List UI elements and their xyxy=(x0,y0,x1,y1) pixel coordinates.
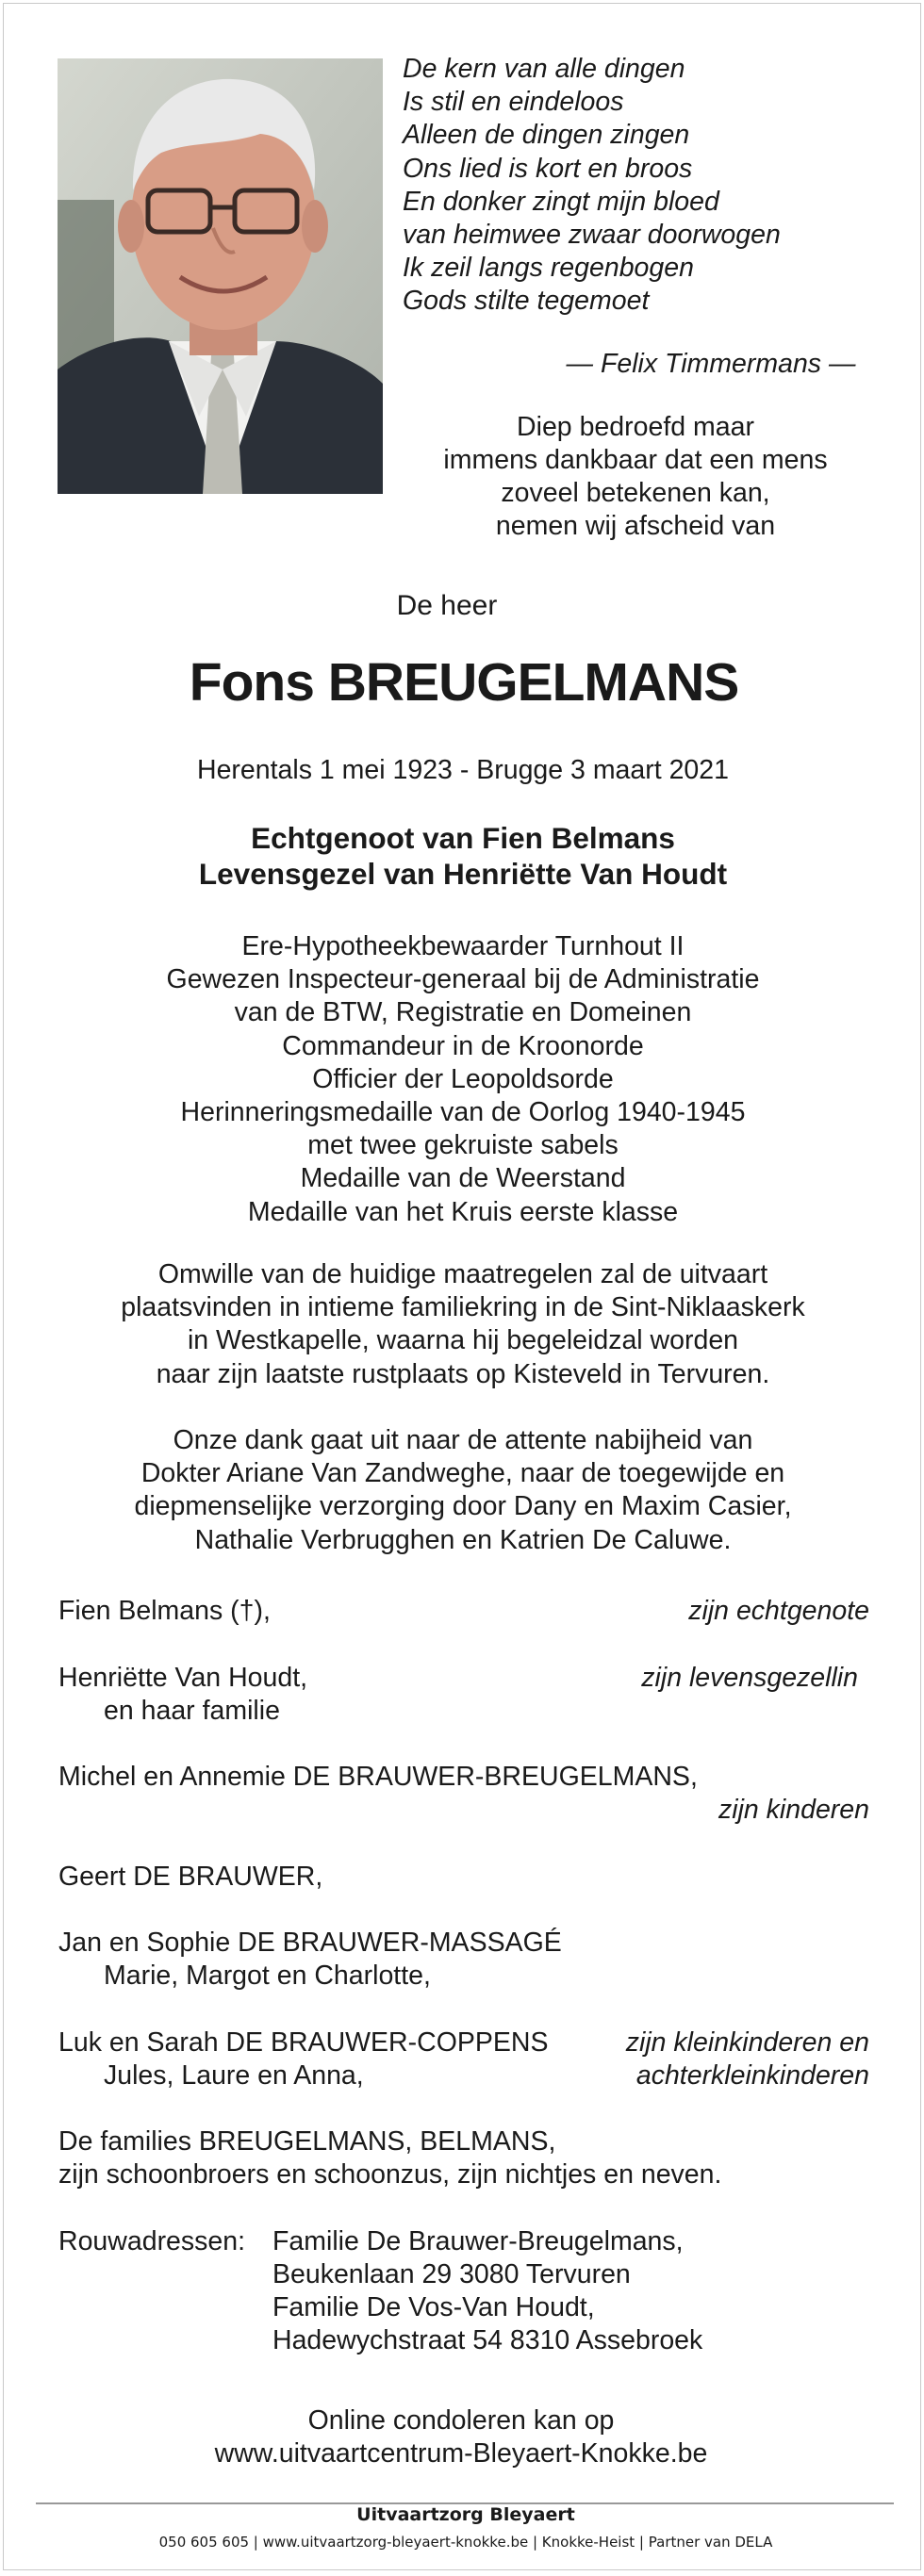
funeral-line: plaatsvinden in intieme familiekring in de Sint-Niklaaskerk xyxy=(121,1292,805,1323)
funeral-line: naar zijn laatste rustplaats op Kisteveld in Tervuren. xyxy=(156,1358,770,1389)
online-text: Online condoleren kan op xyxy=(307,2405,615,2436)
address-line: Hadewychstraat 54 8310 Assebroek xyxy=(272,2325,703,2355)
poem-line: Alleen de dingen zingen xyxy=(403,120,690,151)
thanks-line: diepmenselijke verzorging door Dany en Maxim Casier, xyxy=(134,1491,792,1522)
life-dates xyxy=(4,755,924,786)
poem xyxy=(403,53,781,319)
honor-line: Commandeur in de Kroonorde xyxy=(282,1030,644,1061)
family-name: Jan en Sophie DE BRAUWER-MASSAGÉ xyxy=(58,1928,562,1958)
honorific-text: De heer xyxy=(396,590,498,621)
family-name: en haar familie xyxy=(104,1696,280,1726)
poem-line: Ik zeil langs regenbogen xyxy=(403,253,694,284)
family-role: achterkleinkinderen xyxy=(635,2060,869,2091)
intro-line: Diep bedroefd maar xyxy=(517,412,754,442)
family-partner xyxy=(58,1662,869,1728)
family-name: Jules, Laure en Anna, xyxy=(104,2060,364,2091)
address-line: Familie De Vos-Van Houdt, xyxy=(272,2292,595,2322)
family-grandchildren xyxy=(58,2026,869,2092)
poem-line: Is stil en eindeloos xyxy=(403,87,624,118)
poem-line: De kern van alle dingen xyxy=(403,54,685,84)
thanks-line: Dokter Ariane Van Zandweghe, naar de toegewijde en xyxy=(140,1458,785,1489)
thanks-notice xyxy=(4,1424,924,1557)
family-name: De families BREUGELMANS, BELMANS, xyxy=(58,2126,556,2157)
family-role: zijn kleinkinderen en xyxy=(625,2027,869,2058)
intro-line: immens dankbaar dat een mens xyxy=(443,445,828,475)
family-relatives xyxy=(58,2125,869,2191)
family-name: Geert DE BRAUWER, xyxy=(58,1862,323,1892)
poem-line: Gods stilte tegemoet xyxy=(403,286,650,317)
poem-author: — Felix Timmermans — xyxy=(566,349,856,379)
honor-line: Herinneringsmedaille van de Oorlog 1940-1945 xyxy=(180,1097,746,1128)
life-dates-text: Herentals 1 mei 1923 - Brugge 3 maart 2021 xyxy=(197,755,729,785)
honorific xyxy=(4,590,924,622)
family-role: zijn levensgezellin xyxy=(641,1663,858,1693)
address-line: Beukenlaan 29 3080 Tervuren xyxy=(272,2259,631,2289)
condolence-link[interactable]: www.uitvaartcentrum-Bleyaert-Knokke.be xyxy=(214,2438,708,2469)
spouse-line: Levensgezel van Henriëtte Van Houdt xyxy=(198,857,728,891)
family-role: zijn kinderen xyxy=(718,1795,869,1825)
thanks-line: Onze dank gaat uit naar de attente nabijheid van xyxy=(173,1425,753,1455)
funeral-line: in Westkapelle, waarna hij begeleidzal worden xyxy=(187,1325,739,1356)
deceased-name-text: Fons BREUGELMANS xyxy=(189,652,739,713)
obituary-notice xyxy=(3,3,921,2570)
honors-list xyxy=(4,930,924,1229)
family-spouse xyxy=(58,1595,869,1628)
family-role: zijn echtgenote xyxy=(688,1596,869,1626)
spouses xyxy=(4,820,924,892)
honor-line: Officier der Leopoldsorde xyxy=(312,1063,614,1094)
online-condolences xyxy=(4,2404,924,2470)
funeral-line: Omwille van de huidige maatregelen zal de uitvaart xyxy=(157,1259,768,1289)
honor-line: Medaille van de Weerstand xyxy=(300,1163,626,1194)
honor-line: Medaille van het Kruis eerste klasse xyxy=(247,1196,679,1227)
spouse-line: Echtgenoot van Fien Belmans xyxy=(251,821,675,855)
honor-line: met twee gekruiste sabels xyxy=(307,1130,619,1161)
poem-line: van heimwee zwaar doorwogen xyxy=(403,220,781,251)
intro-line: zoveel betekenen kan, xyxy=(501,478,770,508)
family-name: Luk en Sarah DE BRAUWER-COPPENS xyxy=(58,2027,549,2058)
funeral-notice xyxy=(4,1258,924,1391)
honor-line: Gewezen Inspecteur-generaal bij de Administratie xyxy=(166,964,760,995)
thanks-line: Nathalie Verbrugghen en Katrien De Caluwe. xyxy=(194,1524,732,1555)
family-name: Michel en Annemie DE BRAUWER-BREUGELMANS, xyxy=(58,1762,698,1792)
family-children xyxy=(58,1761,869,1827)
funeral-home-name: Uitvaartzorg Bleyaert xyxy=(356,2504,575,2525)
family-grandchildren xyxy=(58,1861,869,1894)
family-name: zijn schoonbroers en schoonzus, zijn nichtjes en neven. xyxy=(58,2159,722,2190)
address-line: Familie De Brauwer-Breugelmans, xyxy=(272,2226,684,2256)
funeral-home-info: 050 605 605 | www.uitvaartzorg-bleyaert-knokke.be | Knokke-Heist | Partner van DELA xyxy=(158,2534,773,2551)
honor-line: Ere-Hypotheekbewaarder Turnhout II xyxy=(241,931,685,961)
family-name: Fien Belmans (†), xyxy=(58,1596,271,1626)
portrait-illustration xyxy=(58,58,383,494)
addresses-label: Rouwadressen: xyxy=(58,2226,246,2256)
family-name: Henriëtte Van Houdt, xyxy=(58,1663,308,1693)
portrait-photo xyxy=(58,58,383,494)
intro-text xyxy=(400,411,871,543)
poem-line: Ons lied is kort en broos xyxy=(403,153,693,184)
honor-line: van de BTW, Registratie en Domeinen xyxy=(234,997,692,1028)
intro-line: nemen wij afscheid van xyxy=(495,511,776,541)
family-grandchildren xyxy=(58,1927,869,1993)
addresses-lines xyxy=(272,2225,702,2357)
deceased-name xyxy=(4,651,924,714)
poem-line: En donker zingt mijn bloed xyxy=(403,186,719,217)
family-name: Marie, Margot en Charlotte, xyxy=(104,1961,431,1991)
